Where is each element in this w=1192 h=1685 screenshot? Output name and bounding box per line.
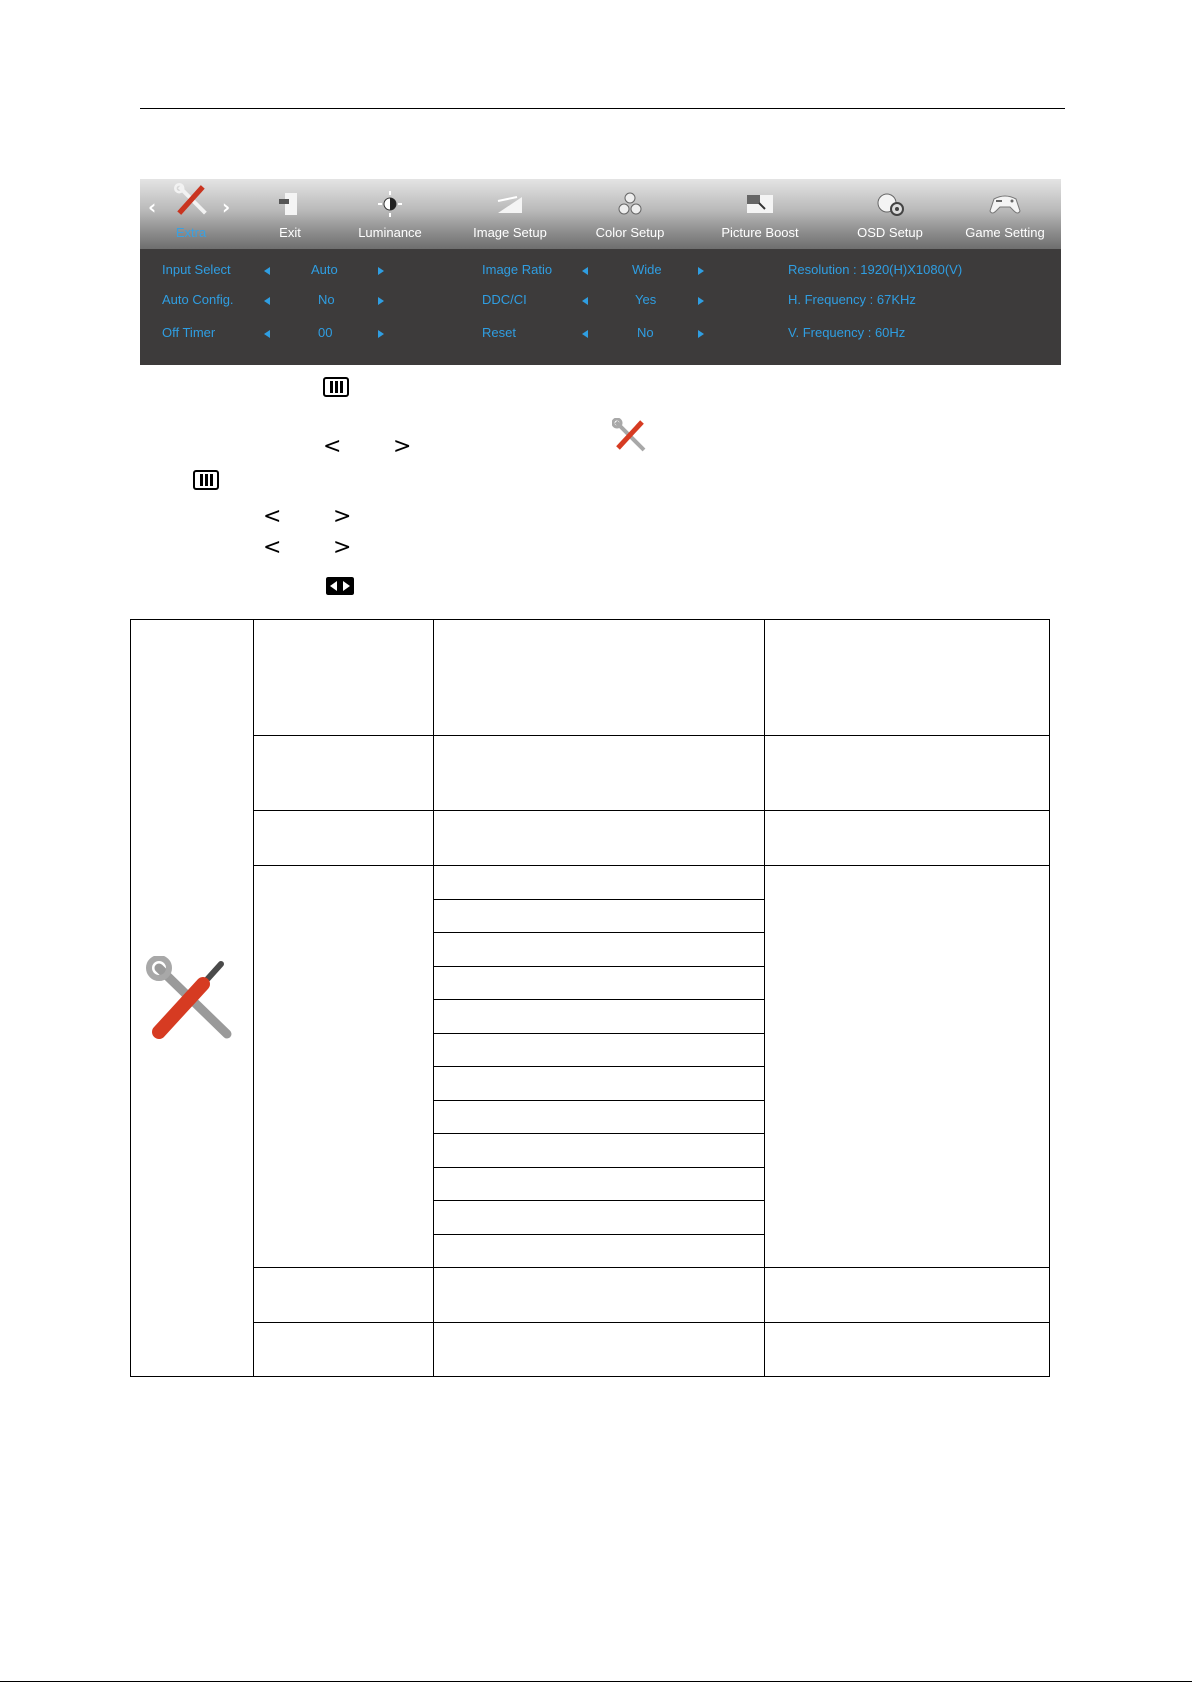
arrow-left-icon[interactable] bbox=[264, 297, 270, 305]
osd-tab-bar bbox=[140, 179, 1061, 249]
luminance-icon bbox=[375, 191, 405, 217]
tools-icon bbox=[171, 183, 211, 217]
arrow-left-icon[interactable] bbox=[264, 330, 270, 338]
table-subrow-divider bbox=[433, 966, 764, 967]
table-subrow-divider bbox=[433, 899, 764, 900]
tab-label: Luminance bbox=[358, 225, 422, 240]
tools-icon bbox=[612, 418, 648, 454]
arrow-right-icon[interactable] bbox=[378, 267, 384, 275]
tab-extra[interactable] bbox=[156, 179, 226, 249]
color-setup-icon bbox=[615, 191, 645, 217]
osd-menu bbox=[140, 179, 1061, 365]
chevron-left-icon[interactable]: ‹ bbox=[148, 195, 157, 219]
table-divider bbox=[764, 620, 765, 1376]
table-subrow-divider bbox=[433, 1200, 764, 1201]
arrow-right-icon[interactable] bbox=[698, 297, 704, 305]
tab-label: Extra bbox=[175, 225, 207, 240]
arrow-left-icon[interactable] bbox=[582, 267, 588, 275]
setting-value-off-timer: 00 bbox=[318, 325, 333, 340]
table-subrow-divider bbox=[433, 1133, 764, 1134]
setting-value-image-ratio: Wide bbox=[632, 262, 662, 277]
setting-label-input-select: Input Select bbox=[162, 262, 231, 277]
table-subrow-divider bbox=[433, 932, 764, 933]
table-subrow-divider bbox=[433, 1066, 764, 1067]
chevron-right-icon: > bbox=[333, 535, 352, 560]
osd-setup-icon bbox=[875, 191, 905, 217]
tab-label: Picture Boost bbox=[721, 225, 799, 240]
table-subrow-divider bbox=[433, 1167, 764, 1168]
setting-value-auto-config: No bbox=[318, 292, 335, 307]
setting-value-ddc-ci: Yes bbox=[635, 292, 657, 307]
table-subrow-divider bbox=[433, 1033, 764, 1034]
arrow-right-icon[interactable] bbox=[698, 330, 704, 338]
footer-rule bbox=[0, 1681, 1192, 1682]
tab-label: Game Setting bbox=[965, 225, 1045, 240]
header-rule bbox=[140, 108, 1065, 109]
tools-icon bbox=[145, 956, 237, 1042]
chevron-left-icon: < bbox=[263, 504, 282, 529]
info-v-frequency: V. Frequency : 60Hz bbox=[788, 325, 906, 340]
arrow-right-icon[interactable] bbox=[698, 267, 704, 275]
setting-label-image-ratio: Image Ratio bbox=[482, 262, 553, 277]
setting-value-input-select: Auto bbox=[311, 262, 338, 277]
setting-value-reset: No bbox=[637, 325, 654, 340]
picture-boost-icon bbox=[745, 191, 775, 217]
setting-label-auto-config: Auto Config. bbox=[162, 292, 234, 307]
tab-color-setup[interactable] bbox=[575, 179, 685, 249]
info-resolution: Resolution : 1920(H)X1080(V) bbox=[788, 262, 963, 277]
setting-label-ddc-ci: DDC/CI bbox=[482, 292, 527, 307]
chevron-right-icon: > bbox=[333, 504, 352, 529]
arrow-right-icon[interactable] bbox=[378, 330, 384, 338]
tab-osd-setup[interactable] bbox=[840, 179, 940, 249]
settings-table bbox=[130, 619, 1050, 1377]
table-subrow-divider bbox=[433, 999, 764, 1000]
setting-label-reset: Reset bbox=[482, 325, 516, 340]
menu-button-icon bbox=[193, 470, 219, 490]
tab-image-setup[interactable] bbox=[455, 179, 565, 249]
tab-game-setting[interactable] bbox=[950, 179, 1060, 249]
table-row-divider bbox=[253, 810, 1050, 811]
info-h-frequency: H. Frequency : 67KHz bbox=[788, 292, 916, 307]
tab-label: OSD Setup bbox=[857, 225, 923, 240]
table-subrow-divider bbox=[433, 1234, 764, 1235]
table-divider bbox=[433, 620, 434, 1376]
image-setup-icon bbox=[495, 191, 525, 217]
tab-label: Exit bbox=[279, 225, 301, 240]
exit-icon bbox=[275, 191, 305, 217]
table-row-divider bbox=[253, 1267, 1050, 1268]
menu-button-icon bbox=[323, 377, 349, 397]
arrow-left-icon[interactable] bbox=[264, 267, 270, 275]
tab-exit[interactable] bbox=[260, 179, 320, 249]
tab-luminance[interactable] bbox=[345, 179, 435, 249]
table-row-divider bbox=[253, 865, 1050, 866]
setting-label-off-timer: Off Timer bbox=[162, 325, 216, 340]
tab-label: Image Setup bbox=[473, 225, 547, 240]
tab-label: Color Setup bbox=[595, 225, 665, 240]
table-subrow-divider bbox=[433, 1100, 764, 1101]
chevron-left-icon: < bbox=[263, 535, 282, 560]
chevron-right-icon: > bbox=[393, 434, 412, 459]
arrow-left-icon[interactable] bbox=[582, 330, 588, 338]
chevron-right-icon[interactable]: › bbox=[222, 195, 231, 219]
table-row-divider bbox=[253, 735, 1050, 736]
table-divider bbox=[253, 620, 254, 1376]
table-row-divider bbox=[253, 1322, 1050, 1323]
arrow-left-icon[interactable] bbox=[582, 297, 588, 305]
game-setting-icon bbox=[987, 191, 1023, 217]
chevron-left-icon: < bbox=[323, 434, 342, 459]
arrow-right-icon[interactable] bbox=[378, 297, 384, 305]
enter-button-icon bbox=[326, 577, 354, 595]
tab-picture-boost[interactable] bbox=[700, 179, 820, 249]
